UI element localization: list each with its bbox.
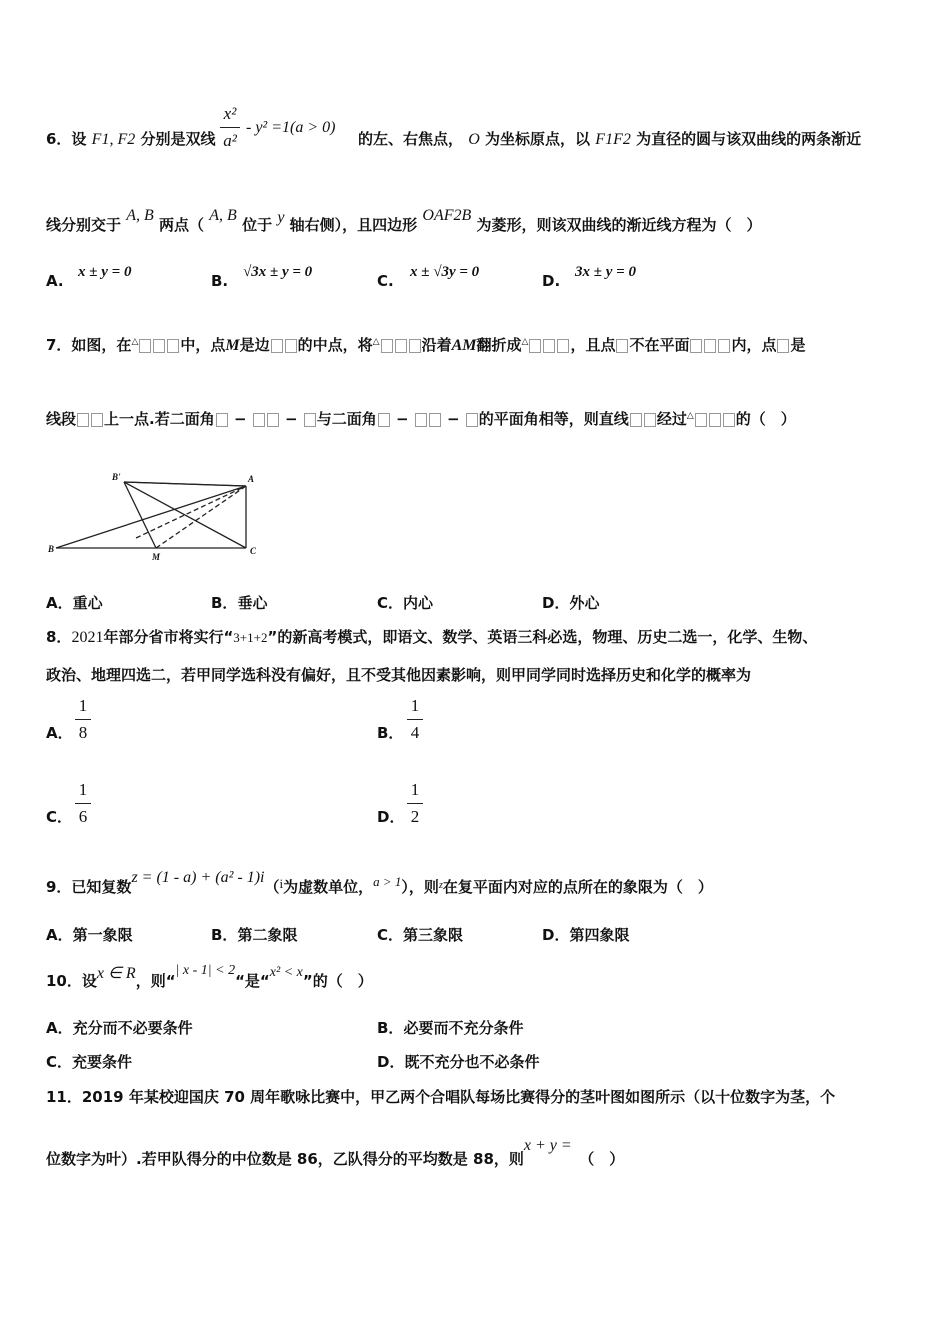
- q9-l1a: 9．已知复数: [46, 878, 132, 896]
- q7-option-c-label: C．: [377, 594, 404, 612]
- q8-option-b[interactable]: [377, 722, 403, 743]
- q7-l1h: 不在平面: [629, 336, 690, 354]
- q7-am: AM: [451, 337, 477, 354]
- q8-l1b: 年部分省市将实行“: [103, 628, 234, 646]
- q6-oaf2b: OAF2B: [422, 207, 472, 224]
- q7-l1j: 是: [790, 336, 806, 354]
- q10-option-c[interactable]: [46, 1051, 132, 1072]
- q10-option-c-text: 充要条件: [72, 1053, 133, 1071]
- q8-a-den: 8: [78, 723, 88, 742]
- q9-line1: [46, 869, 713, 897]
- q8-option-d[interactable]: [377, 806, 404, 827]
- q10-xr: x ∈ R: [96, 965, 136, 982]
- q7-option-c-text: 内心: [403, 594, 434, 612]
- q9-l1d: ），则: [401, 878, 439, 896]
- q7-option-d-text: 外心: [569, 594, 600, 612]
- q7-l1e: 沿着: [421, 336, 452, 354]
- q9-l1e: 在复平面内对应的点所在的象限为（ ）: [442, 878, 713, 896]
- q7-label-bprime: B': [112, 472, 121, 482]
- q11-line1: 11．2019 年某校迎国庆 70 周年歌咏比赛中，甲乙两个合唱队每场比赛得分的茎叶图如图所示（以十位数字为茎，个: [46, 1088, 836, 1106]
- q9-z-expr: z = (1 - a) + (a² - 1)i: [131, 869, 265, 886]
- q7-l1f: 翻折成: [476, 336, 522, 354]
- q8-b-den: 4: [410, 723, 420, 742]
- q9-z: z: [438, 880, 443, 891]
- q9-option-b-label: B．: [211, 926, 238, 944]
- q6-text4: 为直径的圆与该双曲线的两条渐近: [636, 130, 862, 148]
- q8-option-c-label: C．: [46, 808, 73, 826]
- q10-l1b: ，则“: [135, 972, 176, 990]
- q7-option-b[interactable]: [211, 592, 267, 613]
- q6-l2d: 轴右侧），且四边形: [289, 216, 418, 234]
- q9-option-d[interactable]: [542, 924, 629, 945]
- q7-figure: [46, 468, 268, 564]
- q6-eq-rest: - y² =1(a > 0): [246, 119, 336, 136]
- q7-option-c[interactable]: [377, 592, 433, 613]
- q9-option-a[interactable]: [46, 924, 133, 945]
- q7-line1: 7．如图，在△ 中，点M是边 的中点，将△ 沿着AM翻折成△ ，且点 不在平面 内，点 是: [46, 336, 806, 354]
- q6-text2: 的左、右焦点，: [358, 130, 464, 148]
- q10-line1: [46, 963, 373, 991]
- q8-option-c[interactable]: [46, 806, 72, 827]
- q9-option-d-label: D．: [542, 926, 570, 944]
- q9-l1c: 为虚数单位，: [283, 878, 374, 896]
- q6-eq-num: x²: [223, 104, 237, 123]
- q9-option-c-text: 第三象限: [403, 926, 464, 944]
- q8-line2: 政治、地理四选二，若甲同学选科没有偏好，且不受其他因素影响，则甲同学同时选择历史和化学的概率为: [46, 666, 752, 684]
- q6-option-a[interactable]: [46, 272, 64, 290]
- q6-option-c-expr: x ± √3y = 0: [410, 264, 480, 280]
- q11-l2b: （ ）: [586, 1150, 625, 1168]
- q7-edge-bpa-top: [124, 482, 246, 486]
- q9-i: i: [279, 876, 284, 891]
- q9-option-c-label: C．: [377, 926, 404, 944]
- q6-f1f2: F1F2: [595, 131, 631, 148]
- q7-l1b: 中，点: [180, 336, 226, 354]
- q8-d-den: 2: [410, 807, 420, 826]
- q10-option-c-label: C．: [46, 1053, 73, 1071]
- q7-label-b: B: [48, 544, 55, 554]
- q6-option-d-expr: 3x ± y = 0: [575, 264, 636, 280]
- q6-eq-rest-line: [246, 118, 335, 137]
- q6-origin: O: [468, 131, 480, 148]
- q7-m: M: [225, 337, 240, 354]
- q8-l1c: ”的新高考模式，即语文、数学、英语三科必选，物理、历史二选一，化学、生物、: [267, 628, 818, 646]
- q7-label-a: A: [248, 474, 255, 484]
- q7-option-d[interactable]: [542, 592, 599, 613]
- q7-dash-inner: [136, 486, 246, 538]
- q10-option-d-text: 既不充分也不必条件: [404, 1053, 540, 1071]
- q8-l1a: 8．: [46, 628, 72, 646]
- q9-option-c[interactable]: [377, 924, 463, 945]
- q8-option-a[interactable]: [46, 722, 73, 743]
- q8-option-a-label: A．: [46, 724, 73, 742]
- q6-line1: [46, 128, 215, 149]
- q11-expr: x + y =: [523, 1137, 572, 1154]
- q11-line2: [46, 1137, 625, 1169]
- q6-ab2: A, B: [209, 207, 237, 224]
- q6-text3: 为坐标原点，以: [485, 130, 591, 148]
- q10-option-b-text: 必要而不充分条件: [403, 1019, 524, 1037]
- q7-l1a: 7．如图，在: [46, 336, 132, 354]
- q6-l2c: 位于: [242, 216, 273, 234]
- q6-line1b: [358, 128, 861, 149]
- q7-option-b-text: 垂心: [237, 594, 268, 612]
- q8-line1: [46, 626, 817, 647]
- q10-option-b-label: B．: [377, 1019, 404, 1037]
- q11-l2a: 位数字为叶）.若甲队得分的中位数是 86，乙队得分的平均数是 88，则: [46, 1150, 524, 1168]
- q10-option-a[interactable]: [46, 1017, 193, 1038]
- q6-option-a-expr: x ± y = 0: [78, 264, 132, 280]
- q6-y: y: [277, 209, 285, 226]
- q6-l2b: 两点（: [159, 216, 205, 234]
- q6-option-b-label: B.: [211, 272, 229, 290]
- q7-edge-bpm: [124, 482, 156, 548]
- q7-edge-am: [156, 486, 246, 548]
- q10-e2: x² < x: [269, 965, 303, 980]
- q9-option-b-text: 第二象限: [237, 926, 298, 944]
- q7-line2: 线段 上一点.若二面角 − − 与二面角 − − 的平面角相等，则直线 经过△ 的（ ）: [46, 410, 796, 428]
- q10-option-d[interactable]: [377, 1051, 539, 1072]
- q6-ab: A, B: [126, 207, 154, 224]
- q10-option-b[interactable]: [377, 1017, 523, 1038]
- q8-option-b-fraction: [407, 696, 423, 743]
- q6-foci: F1, F2: [91, 131, 136, 148]
- q9-option-a-text: 第一象限: [72, 926, 133, 944]
- q6-option-c-label: C.: [377, 272, 394, 290]
- q7-option-a-label: A．: [46, 594, 73, 612]
- q7-l2a: 线段: [46, 410, 77, 428]
- q10-option-d-label: D．: [377, 1053, 405, 1071]
- q10-l1d: ”的（ ）: [302, 972, 373, 990]
- q8-b-num: 1: [410, 696, 420, 715]
- q6-option-b[interactable]: [211, 272, 228, 290]
- q8-option-d-fraction: [407, 780, 423, 827]
- q7-l2e: 经过: [656, 410, 687, 428]
- q7-option-a-text: 重心: [72, 594, 103, 612]
- q7-l2f: 的（ ）: [735, 410, 796, 428]
- q9-option-d-text: 第四象限: [569, 926, 630, 944]
- q6-hyperbola-fraction: [220, 104, 240, 151]
- q9-option-b[interactable]: [211, 924, 297, 945]
- q9-l1b: （: [264, 878, 280, 896]
- q8-option-d-label: D．: [377, 808, 405, 826]
- q6-option-d[interactable]: [542, 272, 560, 290]
- q10-l1c: “是“: [235, 972, 270, 990]
- q9-option-a-label: A．: [46, 926, 73, 944]
- q8-option-c-fraction: [75, 780, 91, 827]
- q8-option-b-label: B．: [377, 724, 404, 742]
- q8-mode: 3+1+2: [233, 630, 268, 645]
- q7-label-m: M: [152, 552, 161, 562]
- q6-option-d-label: D.: [542, 272, 561, 290]
- q6-option-c[interactable]: [377, 272, 394, 290]
- q8-a-num: 1: [78, 696, 88, 715]
- q7-l2d: 的平面角相等，则直线: [478, 410, 629, 428]
- q7-l1c: 是边: [239, 336, 270, 354]
- q7-label-c: C: [250, 546, 257, 556]
- q10-option-a-label: A．: [46, 1019, 73, 1037]
- q6-l2e: 为菱形，则该双曲线的渐近线方程为（ ）: [476, 216, 762, 234]
- q6-text1: 分别是双线: [140, 130, 216, 148]
- q8-c-num: 1: [78, 780, 88, 799]
- q7-l1g: ，且点: [570, 336, 616, 354]
- q6-line2: [46, 207, 762, 235]
- q9-cond: a > 1: [373, 874, 402, 889]
- q8-option-a-fraction: [75, 696, 91, 743]
- q6-option-a-label: A.: [46, 272, 64, 290]
- q7-l1i: 内，点: [731, 336, 777, 354]
- q6-eq-den: a²: [223, 131, 237, 150]
- q7-option-b-label: B．: [211, 594, 238, 612]
- q7-l2b: 上一点.若二面角: [104, 410, 215, 428]
- q7-l2c: 与二面角: [316, 410, 377, 428]
- q7-l1d: 的中点，将: [297, 336, 373, 354]
- q10-e1: | x - 1| < 2: [175, 963, 236, 978]
- q7-option-d-label: D．: [542, 594, 570, 612]
- q7-option-a[interactable]: [46, 592, 103, 613]
- q6-number: 6．设: [46, 130, 87, 148]
- q8-c-den: 6: [78, 807, 88, 826]
- q6-l2a: 线分别交于: [46, 216, 122, 234]
- q8-d-num: 1: [410, 780, 420, 799]
- q8-year: 2021: [71, 629, 104, 646]
- q10-l1a: 10．设: [46, 972, 97, 990]
- q6-option-b-expr: √3x ± y = 0: [243, 264, 313, 280]
- q10-option-a-text: 充分而不必要条件: [72, 1019, 193, 1037]
